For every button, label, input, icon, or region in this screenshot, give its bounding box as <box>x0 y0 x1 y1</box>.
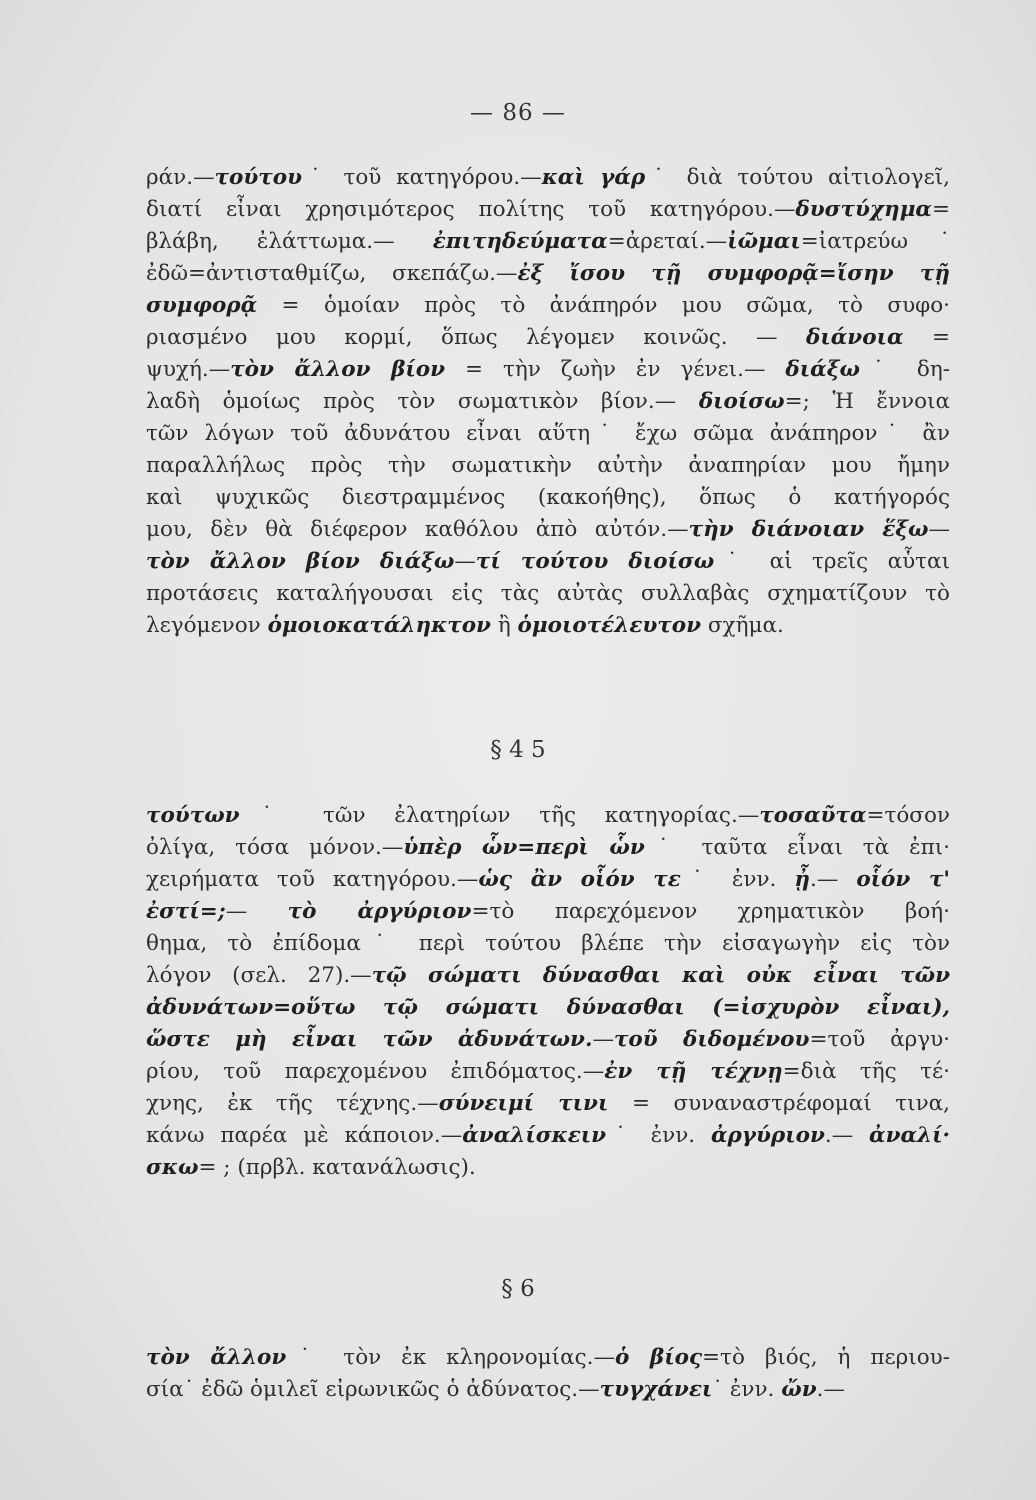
gloss-text: = τὴν ζωὴν ἐν γένει.— <box>445 357 786 382</box>
lemma-term: συμφορᾷ <box>146 293 258 318</box>
gloss-text: .— <box>810 867 857 892</box>
section-heading-6: § 6 <box>501 1276 535 1302</box>
gloss-text: ψυχή.— <box>146 357 231 382</box>
lemma-term: ὁμοιοκατάληκτον <box>267 613 491 638</box>
gloss-text: = συναναστρέφομαί τινα, <box>608 1091 950 1116</box>
commentary-block-3 <box>146 1342 950 1406</box>
lemma-term: ἰῶμαι <box>727 229 801 254</box>
gloss-text: .— <box>816 1377 845 1402</box>
lemma-term: τυγχάνει <box>599 1377 713 1402</box>
page-number: — 86 — <box>470 100 566 126</box>
section-heading-45: § 4 5 <box>490 737 546 763</box>
lemma-term: ἀναλί· <box>869 1123 951 1148</box>
gloss-text: βλάβη, ἐλάττωμα.— <box>146 229 433 254</box>
lemma-term: τὸν ἄλλον βίον διάξω <box>146 549 455 574</box>
lemma-term: ὁ βίος <box>614 1345 703 1370</box>
gloss-text: =τὸ παρεχόμενον χρηματικὸν βοή· <box>471 899 950 924</box>
gloss-text: =διὰ τῆς τέ· <box>782 1059 950 1084</box>
gloss-text: ˙ αἱ τρεῖς αὗται <box>714 549 950 574</box>
gloss-text: =ἀρεταί.— <box>607 229 728 254</box>
gloss-text: ˙ διὰ τούτου αἰτιολογεῖ, <box>645 165 950 190</box>
text-line <box>146 194 950 226</box>
text-line <box>146 832 950 864</box>
text-line <box>146 290 950 322</box>
gloss-text: ὀλίγα, τόσα μόνον.— <box>146 835 404 860</box>
gloss-text: = ὁμοίαν πρὸς τὸ ἀνάπηρόν μου σῶμα, τὸ συφο· <box>257 293 950 318</box>
lemma-term: τῷ σώματι δύνασθαι καὶ οὐκ εἶναι τῶν <box>371 963 950 988</box>
text-line <box>146 450 950 482</box>
lemma-term: ἐξ ἴσου τῇ συμφορᾷ=ἴσην τῇ <box>517 261 950 286</box>
text-line <box>146 258 950 290</box>
lemma-term: τούτου <box>214 165 303 190</box>
gloss-text: κάνω παρέα μὲ κάποιον.— <box>146 1123 463 1148</box>
gloss-text: = <box>931 197 950 222</box>
lemma-term: ὥστε μὴ εἶναι τῶν ἀδυνάτων. <box>146 1027 593 1052</box>
gloss-text: ˙ ἐνν. <box>712 1377 782 1402</box>
lemma-term: ἀναλίσκειν <box>462 1123 607 1148</box>
lemma-term: ἀδυνάτων=οὕτω τῷ σώματι δύνασθαι (=ἰσχυρὸν εἶναι), <box>146 995 950 1020</box>
text-line <box>146 514 950 546</box>
gloss-text: λόγον (σελ. 27).— <box>146 963 372 988</box>
text-line <box>146 896 950 928</box>
text-line <box>146 482 950 514</box>
gloss-text: προτάσεις καταλήγουσαι εἰς τὰς αὐτὰς συλλαβὰς σχηματίζουν τὸ <box>146 581 950 606</box>
gloss-text: διατί εἶναι χρησιμότερος πολίτης τοῦ κατηγόρου.— <box>146 197 796 222</box>
gloss-text: — <box>592 1027 614 1052</box>
commentary-block-1 <box>146 162 950 642</box>
gloss-text: — <box>225 899 288 924</box>
gloss-text: =ἰατρεύω˙ <box>800 229 950 254</box>
text-line <box>146 800 950 832</box>
text-line <box>146 162 950 194</box>
lemma-term: ὡς ἂν οἷόν τε <box>478 867 681 892</box>
text-line <box>146 864 950 896</box>
text-line <box>146 960 950 992</box>
text-line <box>146 928 950 960</box>
gloss-text: = ; (πρβλ. κατανάλωσις). <box>198 1155 476 1180</box>
lemma-term: ἀργύριον <box>710 1123 825 1148</box>
gloss-text: χνης, ἐκ τῆς τέχνης.— <box>146 1091 439 1116</box>
gloss-text: λεγόμενον <box>146 613 268 638</box>
gloss-text: χειρήματα τοῦ κατηγόρου.— <box>146 867 479 892</box>
gloss-text: ˙ ἐνν. <box>606 1123 711 1148</box>
text-line <box>146 386 950 418</box>
lemma-term: ἐπιτηδεύματα <box>432 229 608 254</box>
lemma-term: τοῦ διδομένου <box>613 1027 810 1052</box>
gloss-text: =; Ἡ ἔννοια <box>784 389 950 414</box>
gloss-text: ˙ ταῦτα εἶναι τὰ ἐπι· <box>644 835 950 860</box>
gloss-text: — <box>454 549 476 574</box>
lemma-term: διάνοια <box>806 325 904 350</box>
text-line <box>146 610 950 642</box>
gloss-text: — <box>928 517 950 542</box>
gloss-text: ριασμένο μου κορμί, ὅπως λέγομεν κοινῶς. — <box>146 325 807 350</box>
gloss-text: τῶν λόγων τοῦ ἀδυνάτου εἶναι αὕτη˙ ἔχω σῶμα ἀνάπηρον˙ ἂν <box>146 421 950 446</box>
lemma-term: τὴν διάνοιαν ἕξω <box>688 517 929 542</box>
text-line <box>146 1374 950 1406</box>
gloss-text: =τοῦ ἀργυ· <box>809 1027 950 1052</box>
lemma-term: διάξω <box>785 357 860 382</box>
lemma-term: διοίσω <box>698 389 785 414</box>
text-line <box>146 578 950 610</box>
lemma-term: τὸ ἀργύριον <box>287 899 472 924</box>
gloss-text: ράν.— <box>146 165 215 190</box>
gloss-text: ˙ τὸν ἐκ κληρονομίας.— <box>286 1345 615 1370</box>
text-line <box>146 322 950 354</box>
text-line <box>146 1024 950 1056</box>
lemma-term: τὸν ἄλλον <box>146 1345 287 1370</box>
text-line <box>146 226 950 258</box>
commentary-block-2 <box>146 800 950 1184</box>
gloss-text: .— <box>824 1123 870 1148</box>
gloss-text: =τόσον <box>866 803 950 828</box>
lemma-term: ἐστί=; <box>146 899 226 924</box>
lemma-term: τούτων <box>146 803 240 828</box>
lemma-term: καὶ γάρ <box>541 165 646 190</box>
lemma-term: οἷόν τ' <box>856 867 950 892</box>
lemma-term: ἐν τῇ τέχνῃ <box>604 1059 783 1084</box>
gloss-text: ἐδῶ=ἀντισταθμίζω, σκεπάζω.— <box>146 261 518 286</box>
gloss-text: σία˙ ἐδῶ ὁμιλεῖ εἰρωνικῶς ὁ ἀδύνατος.— <box>146 1377 600 1402</box>
lemma-term: ᾖ <box>794 867 810 892</box>
text-line <box>146 354 950 386</box>
gloss-text: μου, δὲν θὰ διέφερον καθόλου ἀπὸ αὐτόν.— <box>146 517 689 542</box>
text-line <box>146 1152 950 1184</box>
text-line <box>146 1342 950 1374</box>
lemma-term: τί τούτου διοίσω <box>475 549 715 574</box>
gloss-text: ἢ <box>490 613 518 638</box>
gloss-text: ˙ τῶν ἐλατηρίων τῆς κατηγορίας.— <box>239 803 760 828</box>
gloss-text: θημα, τὸ ἐπίδομα˙ περὶ τούτου βλέπε τὴν εἰσαγωγὴν εἰς τὸν <box>146 931 950 956</box>
text-line <box>146 546 950 578</box>
lemma-term: ὑπὲρ ὧν=περὶ ὧν <box>403 835 645 860</box>
gloss-text: λαδὴ ὁμοίως πρὸς τὸν σωματικὸν βίον.— <box>146 389 699 414</box>
gloss-text: ˙ τοῦ κατηγόρου.— <box>302 165 542 190</box>
text-line <box>146 1056 950 1088</box>
gloss-text: = <box>903 325 950 350</box>
lemma-term: ὤν <box>781 1377 817 1402</box>
gloss-text: σχῆμα. <box>701 613 784 638</box>
text-line <box>146 1120 950 1152</box>
gloss-text: =τὸ βιός, ἡ περιου- <box>702 1345 950 1370</box>
lemma-term: ὁμοιοτέλευτον <box>517 613 702 638</box>
lemma-term: τὸν ἄλλον βίον <box>230 357 446 382</box>
lemma-term: δυστύχημα <box>795 197 932 222</box>
gloss-text: ˙ ἐνν. <box>680 867 795 892</box>
text-line <box>146 1088 950 1120</box>
gloss-text: ˙ δη- <box>859 357 950 382</box>
lemma-term: σκω <box>146 1155 199 1180</box>
gloss-text: καὶ ψυχικῶς διεστραμμένος (κακοήθης), ὅπως ὁ κατήγορός <box>146 485 950 510</box>
lemma-term: σύνειμί τινι <box>438 1091 609 1116</box>
lemma-term: τοσαῦτα <box>759 803 867 828</box>
gloss-text: ρίου, τοῦ παρεχομένου ἐπιδόματος.— <box>146 1059 605 1084</box>
gloss-text: παραλλήλως πρὸς τὴν σωματικὴν αὐτὴν ἀναπηρίαν μου ἤμην <box>146 453 950 478</box>
text-line <box>146 992 950 1024</box>
text-line <box>146 418 950 450</box>
